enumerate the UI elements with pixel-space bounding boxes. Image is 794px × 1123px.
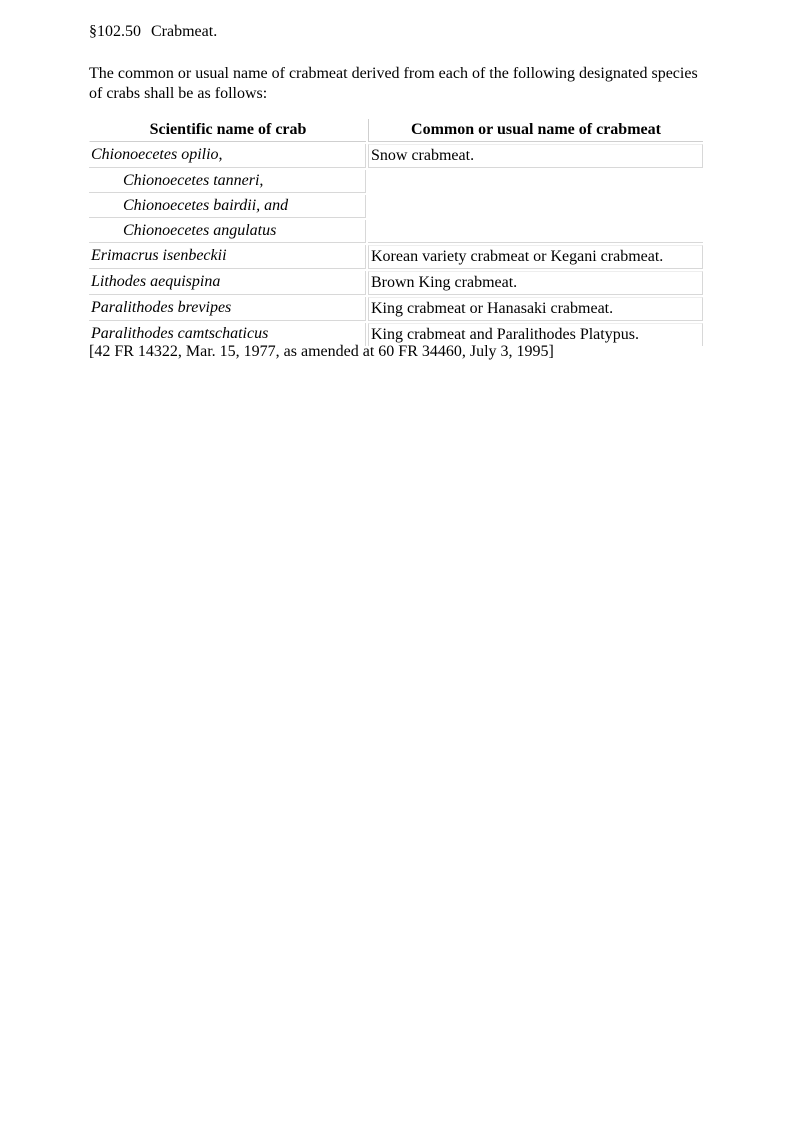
header-common-name: Common or usual name of crabmeat [368,119,703,142]
common-name-cell: Snow crabmeat. [368,144,703,168]
table-row [89,170,703,193]
common-name-cell: King crabmeat or Hanasaki crabmeat. [368,297,703,321]
common-name-cell: Brown King crabmeat. [368,271,703,295]
table-row [89,144,703,168]
table-row [89,297,703,321]
common-name-cell: Korean variety crabmeat or Kegani crabmeat. [368,245,703,269]
scientific-name-cell: Paralithodes camtschaticus [89,323,366,346]
section-title: Crabmeat. [151,23,218,40]
scientific-name-cell: Chionoecetes opilio, [89,144,366,168]
table-row [89,245,703,269]
section-heading [89,22,705,42]
scientific-name-cell: Chionoecetes bairdii, and [89,195,366,218]
header-scientific-name: Scientific name of crab [89,119,366,142]
scientific-name-cell: Erimacrus isenbeckii [89,245,366,269]
citation: [42 FR 14322, Mar. 15, 1977, as amended at 60 FR 34460, July 3, 1995] [89,343,554,360]
scientific-name-cell: Lithodes aequispina [89,271,366,295]
common-name-cell-empty [368,170,703,243]
table-row [89,271,703,295]
intro-paragraph: The common or usual name of crabmeat derived from each of the following designated species of crabs shall be as follows: [89,65,698,102]
scientific-name-cell: Chionoecetes angulatus [89,220,366,243]
crab-names-table [87,117,705,348]
common-name-cell: King crabmeat and Paralithodes Platypus. [368,323,703,346]
document-page [89,22,705,378]
scientific-name-cell: Chionoecetes tanneri, [89,170,366,193]
section-number: §102.50 [89,23,141,40]
scientific-name-cell: Paralithodes brevipes [89,297,366,321]
table-header-row [89,119,703,142]
